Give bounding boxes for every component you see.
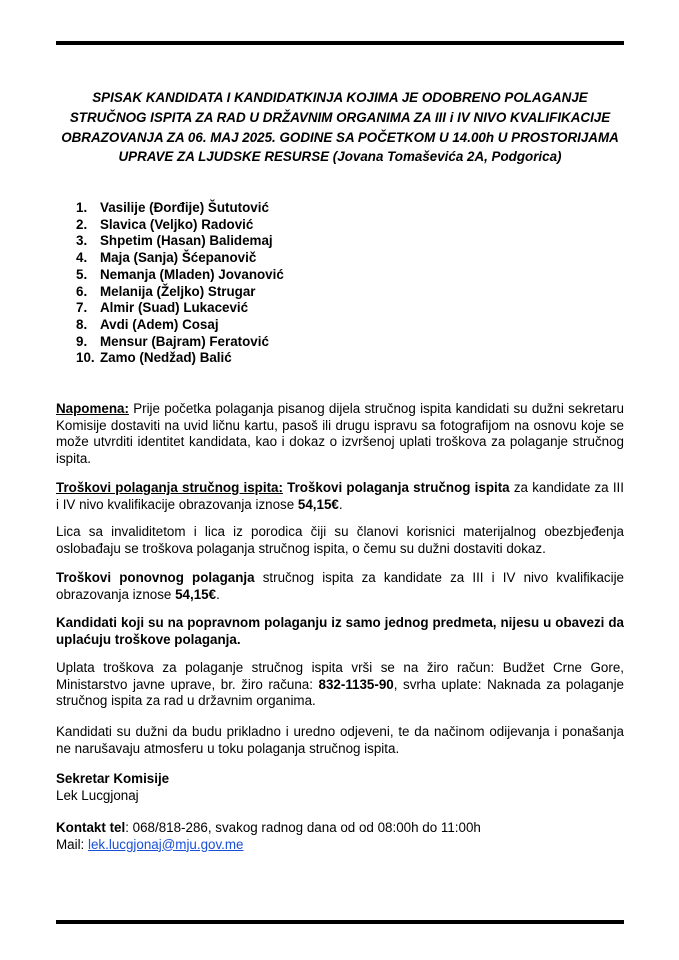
candidate-name: Maja (Sanja) Šćepanovič [100,250,257,266]
list-item: 7. Almir (Suad) Lukacević [76,300,249,316]
list-item: 1. Vasilije (Đorđije) Šututović [76,200,269,215]
candidate-name: Nemanja (Mladen) Jovanović [100,266,284,282]
candidate-name: Zamo (Nedžad) Balić [100,350,232,366]
list-item: 6. Melanija (Željko) Strugar [76,283,256,299]
signature-title: Sekretar Komisije [56,771,170,786]
list-item: 8. Avdi (Adem) Cosaj [76,316,219,332]
troskovi-amount: 54,15€ [297,496,339,512]
contact-phone: : 068/818-286, svakog radnog dana od od 08:00h do 11:00h [125,820,481,835]
napomena-label: Napomena: [56,401,129,416]
troskovi-label: Troškovi polaganja stručnog ispita: [56,480,283,495]
odijevanje-paragraph: Kandidati su dužni da budu prikladno i uredno odjeveni, te da načinom odijevanja i ponašanja ne narušavaju atmosferu u toku polaganja stručnog ispita. [56,724,624,756]
candidate-name: Avdi (Adem) Cosaj [100,316,219,332]
ponovno-paragraph: Troškovi ponovnog polaganja stručnog ispita za kandidate za III i IV nivo kvalifikacije obrazovanja iznose 54,15€. [56,570,624,602]
invaliditet-paragraph: Lica sa invaliditetom i lica iz porodica čiji su članovi korisnici materijalnog obezbjeđenja oslobađaju se troškova polaganja stručnog ispita, o čemu su dužni dostaviti dokaz. [56,524,624,556]
account-number: 832-1135-90 [318,676,394,692]
signature-block [56,771,624,804]
candidate-name: Shpetim (Hasan) Balidemaj [100,233,273,249]
candidate-name: Mensur (Bajram) Feratović [100,333,269,349]
ponovno-amount: 54,15€ [175,586,217,602]
list-item: 3. Shpetim (Hasan) Balidemaj [76,233,273,249]
candidate-name: Slavica (Veljko) Radović [100,216,254,232]
list-item: 5. Nemanja (Mladen) Jovanović [76,266,284,282]
list-item: 4. Maja (Sanja) Šćepanovič [76,250,257,266]
candidate-name: Vasilije (Đorđije) Šututović [100,200,269,215]
list-item: 10. Zamo (Nedžad) Balić [76,350,232,366]
list-item: 2. Slavica (Veljko) Radović [76,216,254,232]
contact-label: Kontakt tel [56,820,126,835]
document-heading: SPISAK KANDIDATA I KANDIDATKINJA KOJIMA JE ODOBRENO POLAGANJE STRUČNOG ISPITA ZA RAD U DRŽAVNIM ORGANIMA ZA III i IV NIVO KVALIFIKACIJE OBRAZOVANJA ZA 06. MAJ 2025. GODINE SA POČETKOM U 14.00h U PROSTORIJAMA UPRAVE ZA LJUDSKE RESURSE (Jovana Tomaševića 2A, Podgorica) [61,90,619,165]
signature-name: Lek Lucgjonaj [56,787,139,803]
candidate-name: Almir (Suad) Lukacević [100,300,249,316]
uplata-paragraph: Uplata troškova za polaganje stručnog ispita vrši se na žiro račun: Budžet Crne Gore, Ministarstvo javne uprave, br. žiro računa: 832-1135-90, svrha uplate: Naknada za polaganje stručnog ispita za rad u državnim organima. [56,660,624,709]
email-link[interactable]: lek.lucgjonaj@mju.gov.me [88,836,244,852]
top-rule [56,41,624,45]
napomena-paragraph: Napomena: Prije početka polaganja pisanog dijela stručnog ispita kandidati su dužni sekretaru Komisije dostaviti na uvid ličnu kartu, pasoš ili drugu ispravu sa fotografijom na osnovu koje se može utvrditi identitet kandidata, kao i dokaz o izvršenoj uplati troškova za polaganje stručnog ispita. [56,401,624,466]
list-item: 9. Mensur (Bajram) Feratović [76,333,269,349]
candidate-name: Melanija (Željko) Strugar [100,283,256,299]
troskovi-paragraph: Troškovi polaganja stručnog ispita: Troškovi polaganja stručnog ispita za kandidate za III i IV nivo kvalifikacije obrazovanja iznose 54,15€. [56,480,624,512]
bottom-rule [56,920,624,924]
candidate-list [76,200,284,367]
popravni-paragraph: Kandidati koji su na popravnom polaganju iz samo jednog predmeta, nijesu u obavezi da uplaćuju troškove polaganja. [56,615,624,647]
contact-block: Kontakt tel: 068/818-286, svakog radnog dana od od 08:00h do 11:00h Mail: lek.lucgjonaj@mju.gov.me [56,820,481,852]
